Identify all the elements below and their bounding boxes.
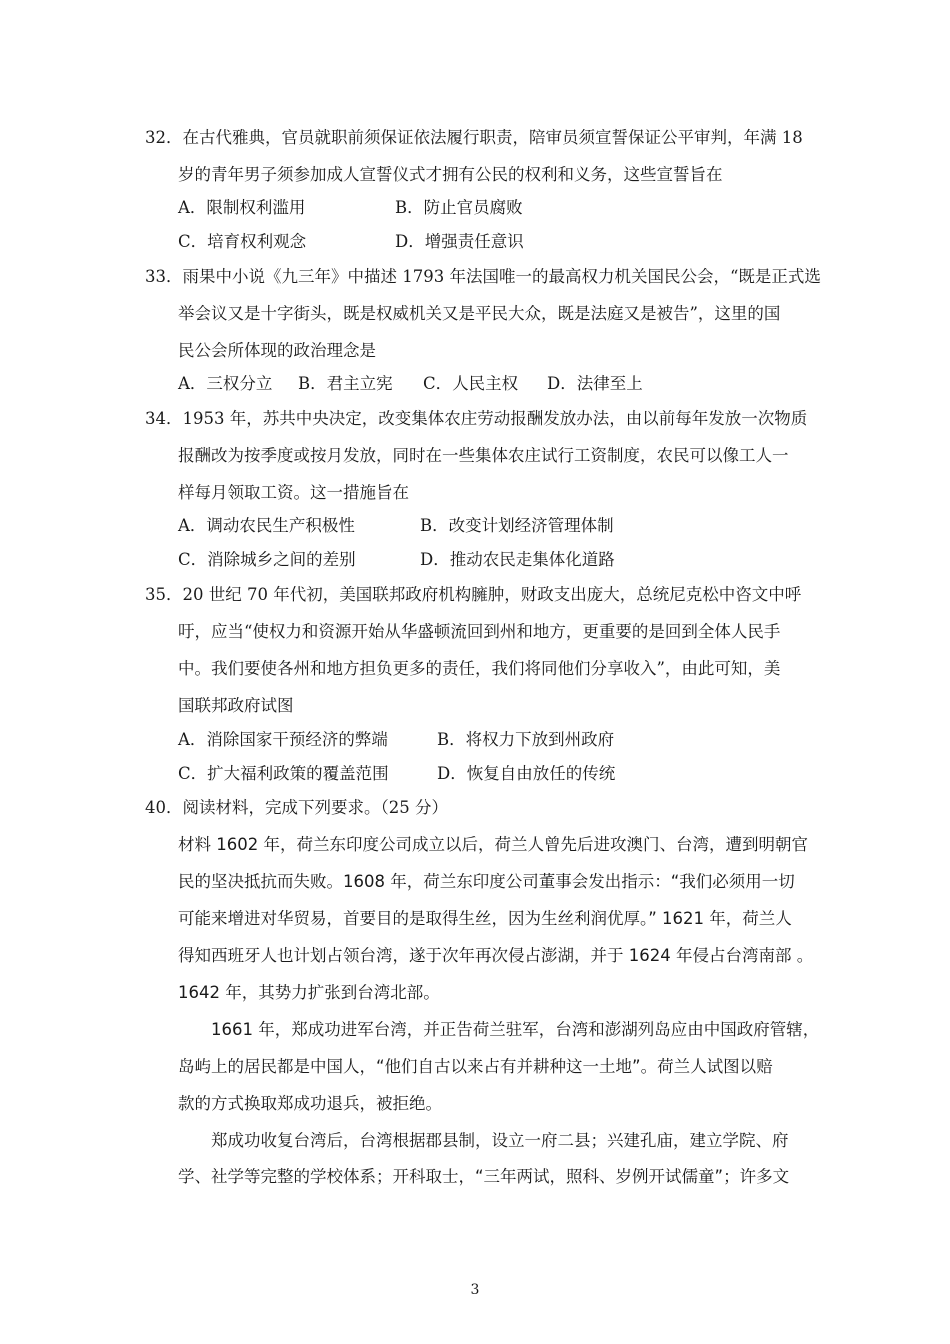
q40-material-line: 1642 年，其势力扩张到台湾北部。 [178, 983, 440, 1002]
q40-material-line: 材料 1602 年，荷兰东印度公司成立以后，荷兰人曾先后进攻澳门、台湾，遭到明朝官 [178, 835, 808, 854]
q35-stem-line-3: 中。我们要使各州和地方担负更多的责任，我们将同他们分享收入”，由此可知，美 [178, 659, 781, 678]
q32-stem-line-1: 32．在古代雅典，官员就职前须保证依法履行职责，陪审员须宣誓保证公平审判，年满 18 [145, 128, 803, 147]
q40-material-line: 学、社学等完整的学校体系；开科取士，“三年两试，照科、岁例开试儒童”；许多文 [178, 1167, 790, 1186]
q32-stem-line-2: 岁的青年男子须参加成人宣誓仪式才拥有公民的权利和义务，这些宣誓旨在 [178, 165, 723, 184]
q40-material-line: 款的方式换取郑成功退兵，被拒绝。 [178, 1094, 442, 1113]
q35-stem-line-2: 吁，应当“使权力和资源开始从华盛顿流回到州和地方，更重要的是回到全体人民手 [178, 622, 781, 641]
q34-option-b: B．改变计划经济管理体制 [420, 516, 614, 535]
q40-material-line: 1661 年，郑成功进军台湾，并正告荷兰驻军，台湾和澎湖列岛应由中国政府管辖， [211, 1020, 820, 1039]
q35-stem-line-4: 国联邦政府试图 [178, 696, 294, 715]
q35-option-c: C．扩大福利政策的覆盖范围 [178, 764, 389, 783]
page-number: 3 [470, 1282, 480, 1298]
q32-option-c: C．培育权利观念 [178, 232, 307, 251]
q33-option-d: D．法律至上 [547, 374, 643, 393]
q40-material-line: 岛屿上的居民都是中国人，“他们自古以来占有并耕种这一土地”。荷兰人试图以赔 [178, 1057, 773, 1076]
q33-stem-line-3: 民公会所体现的政治理念是 [178, 341, 376, 360]
q40-material-line: 郑成功收复台湾后，台湾根据郡县制，设立一府二县；兴建孔庙，建立学院、府 [211, 1131, 789, 1150]
q40-material-line: 得知西班牙人也计划占领台湾，遂于次年再次侵占澎湖，并于 1624 年侵占台湾南部 。 [178, 946, 814, 965]
q35-option-a: A．消除国家干预经济的弊端 [178, 730, 388, 749]
q34-option-a: A．调动农民生产积极性 [178, 516, 355, 535]
q33-option-b: B．君主立宪 [298, 374, 393, 393]
q32-option-a: A．限制权利滥用 [178, 198, 306, 217]
q33-option-c: C．人民主权 [423, 374, 519, 393]
q40-material-line: 民的坚决抵抗而失败。1608 年，荷兰东印度公司董事会发出指示：“我们必须用一切 [178, 872, 795, 891]
q34-option-c: C．消除城乡之间的差别 [178, 550, 356, 569]
q34-stem-line-2: 报酬改为按季度或按月发放，同时在一些集体农庄试行工资制度，农民可以像工人一 [178, 446, 789, 465]
q40-stem: 40．阅读材料，完成下列要求。（25 分） [145, 798, 448, 817]
q33-stem-line-1: 33．雨果中小说《九三年》中描述 1793 年法国唯一的最高权力机关国民公会，“既是正式选 [145, 267, 821, 286]
q40-material-line: 可能来增进对华贸易，首要目的是取得生丝，因为生丝利润优厚。” 1621 年，荷兰人 [178, 909, 792, 928]
q33-stem-line-2: 举会议又是十字街头，既是权威机关又是平民大众，既是法庭又是被告”，这里的国 [178, 304, 781, 323]
q34-stem-line-3: 样每月领取工资。这一措施旨在 [178, 483, 409, 502]
q35-option-d: D．恢复自由放任的传统 [437, 764, 616, 783]
q35-stem-line-1: 35．20 世纪 70 年代初，美国联邦政府机构臃肿，财政支出庞大，总统尼克松中咨文中呼 [145, 585, 802, 604]
q33-option-a: A．三权分立 [178, 374, 273, 393]
q32-option-d: D．增强责任意识 [395, 232, 524, 251]
q35-option-b: B．将权力下放到州政府 [437, 730, 615, 749]
q34-option-d: D．推动农民走集体化道路 [420, 550, 615, 569]
q32-option-b: B．防止官员腐败 [395, 198, 523, 217]
q34-stem-line-1: 34．1953 年，苏共中央决定，改变集体农庄劳动报酬发放办法，由以前每年发放一次物质 [145, 409, 808, 428]
